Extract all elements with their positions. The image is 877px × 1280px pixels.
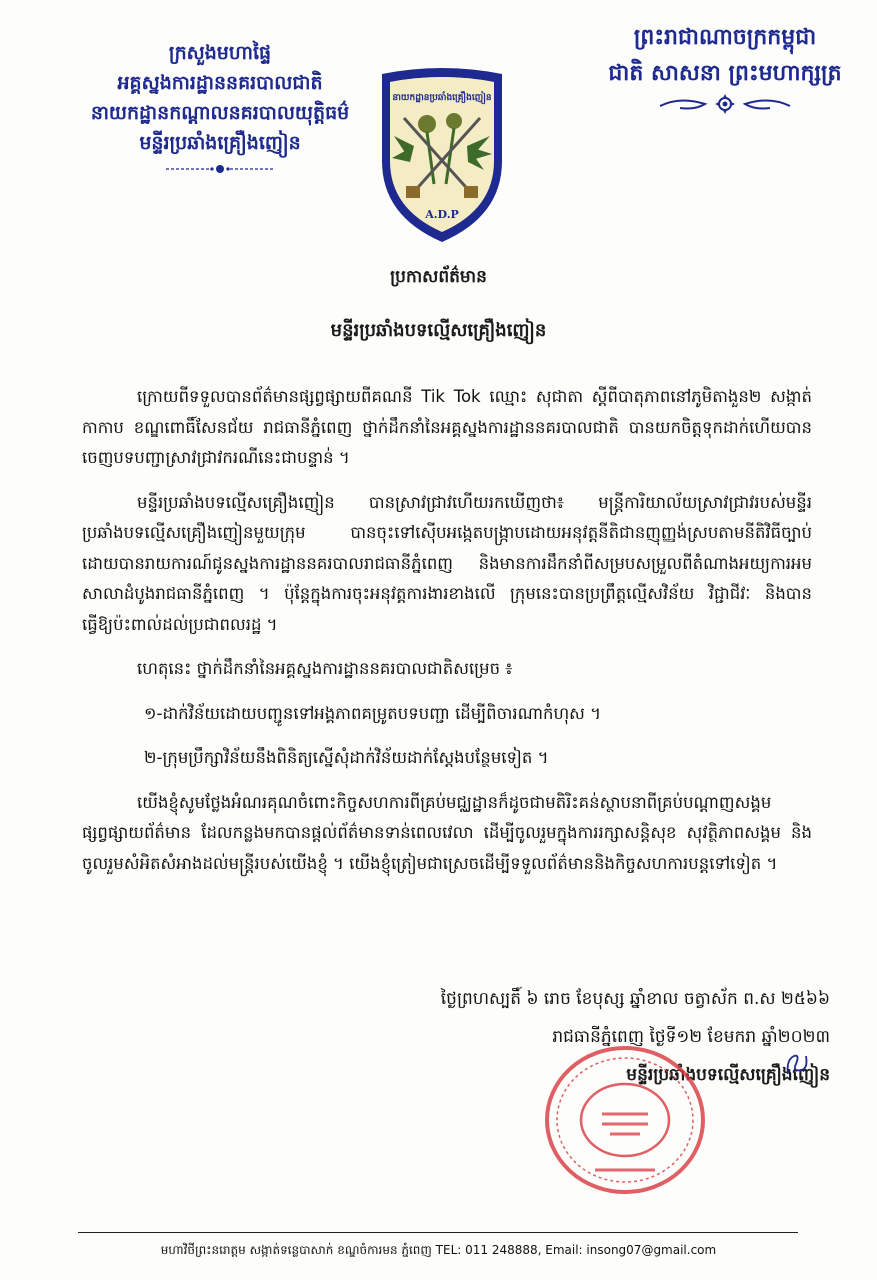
decision-item-2: ២-ក្រុមប្រឹក្សាវិន័យនឹងពិនិត្យស្នើសុំដាក់វិន័យដាក់ស្តែងបន្ថែមទៀត ។ [144, 748, 549, 767]
office-name: មន្ទីរប្រឆាំងគ្រឿងញៀន [139, 132, 301, 154]
logo-caption: A.D.P [425, 208, 459, 221]
header-ornament-icon [160, 162, 280, 176]
lunar-date: ថ្ងៃព្រហស្បតិ៍ ៦ រោច ខែបុស្ស ឆ្នាំខាល ចត្វាស័ក ព.ស ២៥៦៦ [440, 989, 830, 1009]
document-title: ប្រកាសព័ត៌មាន [390, 267, 487, 287]
anti-drug-department-logo [372, 66, 512, 246]
ministry-name: ក្រសួងមហាផ្ទៃ [168, 42, 272, 64]
signer-title: មន្ទីរប្រឆាំងបទល្មើសគ្រឿងញៀន [626, 1065, 830, 1085]
ministry-header [70, 38, 370, 180]
royal-ornament-icon [650, 94, 800, 114]
logo-arc-text: នាយកដ្ឋានប្រឆាំងគ្រឿងញៀន [392, 93, 492, 103]
paragraph-3: ហេតុនេះ ថ្នាក់ដឹកនាំនៃអគ្គស្នងការដ្ឋាននគរបាលជាតិសម្រេច ៖ [137, 659, 513, 678]
national-motto: ជាតិ សាសនា ព្រះមហាក្សត្រ [608, 61, 842, 86]
announcement-body [82, 382, 812, 893]
official-stamp-icon [540, 1040, 710, 1200]
kingdom-header [600, 20, 850, 118]
decision-item-1: ១-ដាក់វិន័យដោយបញ្ជូនទៅអង្គភាពគម្រូតបទបញ្ជា ដើម្បីពិចារណាកំហុស ។ [144, 703, 601, 723]
department-name: នាយកដ្ឋានកណ្តាលនគរបាលយុត្តិធម៌ [90, 102, 350, 124]
solar-date: រាជធានីភ្នំពេញ ថ្ងៃទី១២ ខែមករា ឆ្នាំ២០២៣ [552, 1027, 830, 1047]
paragraph-2: មន្ទីរប្រឆាំងបទល្មើសគ្រឿងញៀន បានស្រាវជ្រាវហើយរកឃើញថា៖ មន្ត្រីការិយាល័យស្រាវជ្រាវរបស់មន្ទីរប្រឆាំងបទល្មើសគ្រឿងញៀនមួយក្រុម បានចុះទៅស៊ើបអង្កេតបង្ក្រាបដោយអនុវត្តនីតិជានញុញ្ញង់ស្របតាមនីតិវិធីច្បាប់ ដោយបានរាយការណ៍ជូនស្នងការដ្ឋាននគរបាលរាជធានីភ្នំពេញ និងមានការដឹកនាំពីសម្របសម្រួលពីតំណាងអយ្យការអមសាលាដំបូងរាជធានីភ្នំពេញ ។ ប៉ុន្តែក្នុងការចុះអនុវត្តការងារខាងលើ ក្រុមនេះបានប្រព្រឹត្តល្មើសវិន័យ វិជ្ជាជីវៈ និងបានធ្វើឱ្យប៉ះពាល់ដល់ប្រជាពលរដ្ឋ ។ [82, 492, 812, 634]
footer-divider [78, 1232, 798, 1233]
general-commissariat-name: អគ្គស្នងការដ្ឋាននគរបាលជាតិ [117, 72, 323, 94]
document-subtitle: មន្ទីរប្រឆាំងបទល្មើសគ្រឿងញៀន [330, 320, 547, 341]
paragraph-1: ក្រោយពីទទួលបានព័ត៌មានផ្សព្វផ្សាយពីគណនី Tik Tok ឈ្មោះ សុជាតា ស្តីពីបាតុភាពនៅភូមិតាងួន២ សង្កាត់កាកាប ខណ្ឌពោធិ៍សែនជ័យ រាជធានីភ្នំពេញ ថ្នាក់ដឹកនាំនៃអគ្គស្នងការដ្ឋាននគរបាលជាតិ បានយកចិត្តទុកដាក់ហើយបានចេញបទបញ្ជាស្រាវជ្រាវករណីនេះជាបន្ទាន់ ។ [82, 387, 812, 467]
signature-icon [782, 1050, 812, 1080]
paragraph-4: យើងខ្ញុំសូមថ្លែងអំណរគុណចំពោះកិច្ចសហការពីគ្រប់មជ្ឈដ្ឋានក៏ដូចជាមតិរិះគន់ស្ថាបនាពីគ្រប់បណ្តាញសង្គមផ្សព្វផ្សាយព័ត៌មាន ដែលកន្លងមកបានផ្តល់ព័ត៌មានទាន់ពេលវេលា ដើម្បីចូលរួមក្នុងការរក្សាសន្តិសុខ សុវត្ថិភាពសង្គម និងចូលរួមសំអិតសំអាងដល់មន្ត្រីរបស់យើងខ្ញុំ ។ យើងខ្ញុំត្រៀមជាស្រេចដើម្បីទទួលព័ត៌មាននិងកិច្ចសហការបន្តទៅទៀត ។ [82, 792, 812, 873]
kingdom-name: ព្រះរាជាណាចក្រកម្ពុជា [633, 25, 817, 50]
footer-contact: មហាវិថីព្រះនរោត្តម សង្កាត់ទន្លេបាសាក់ ខណ្ឌចំការមន ភ្នំពេញ TEL: 011 248888, Email: insong07@gmail.com [160, 1243, 717, 1257]
